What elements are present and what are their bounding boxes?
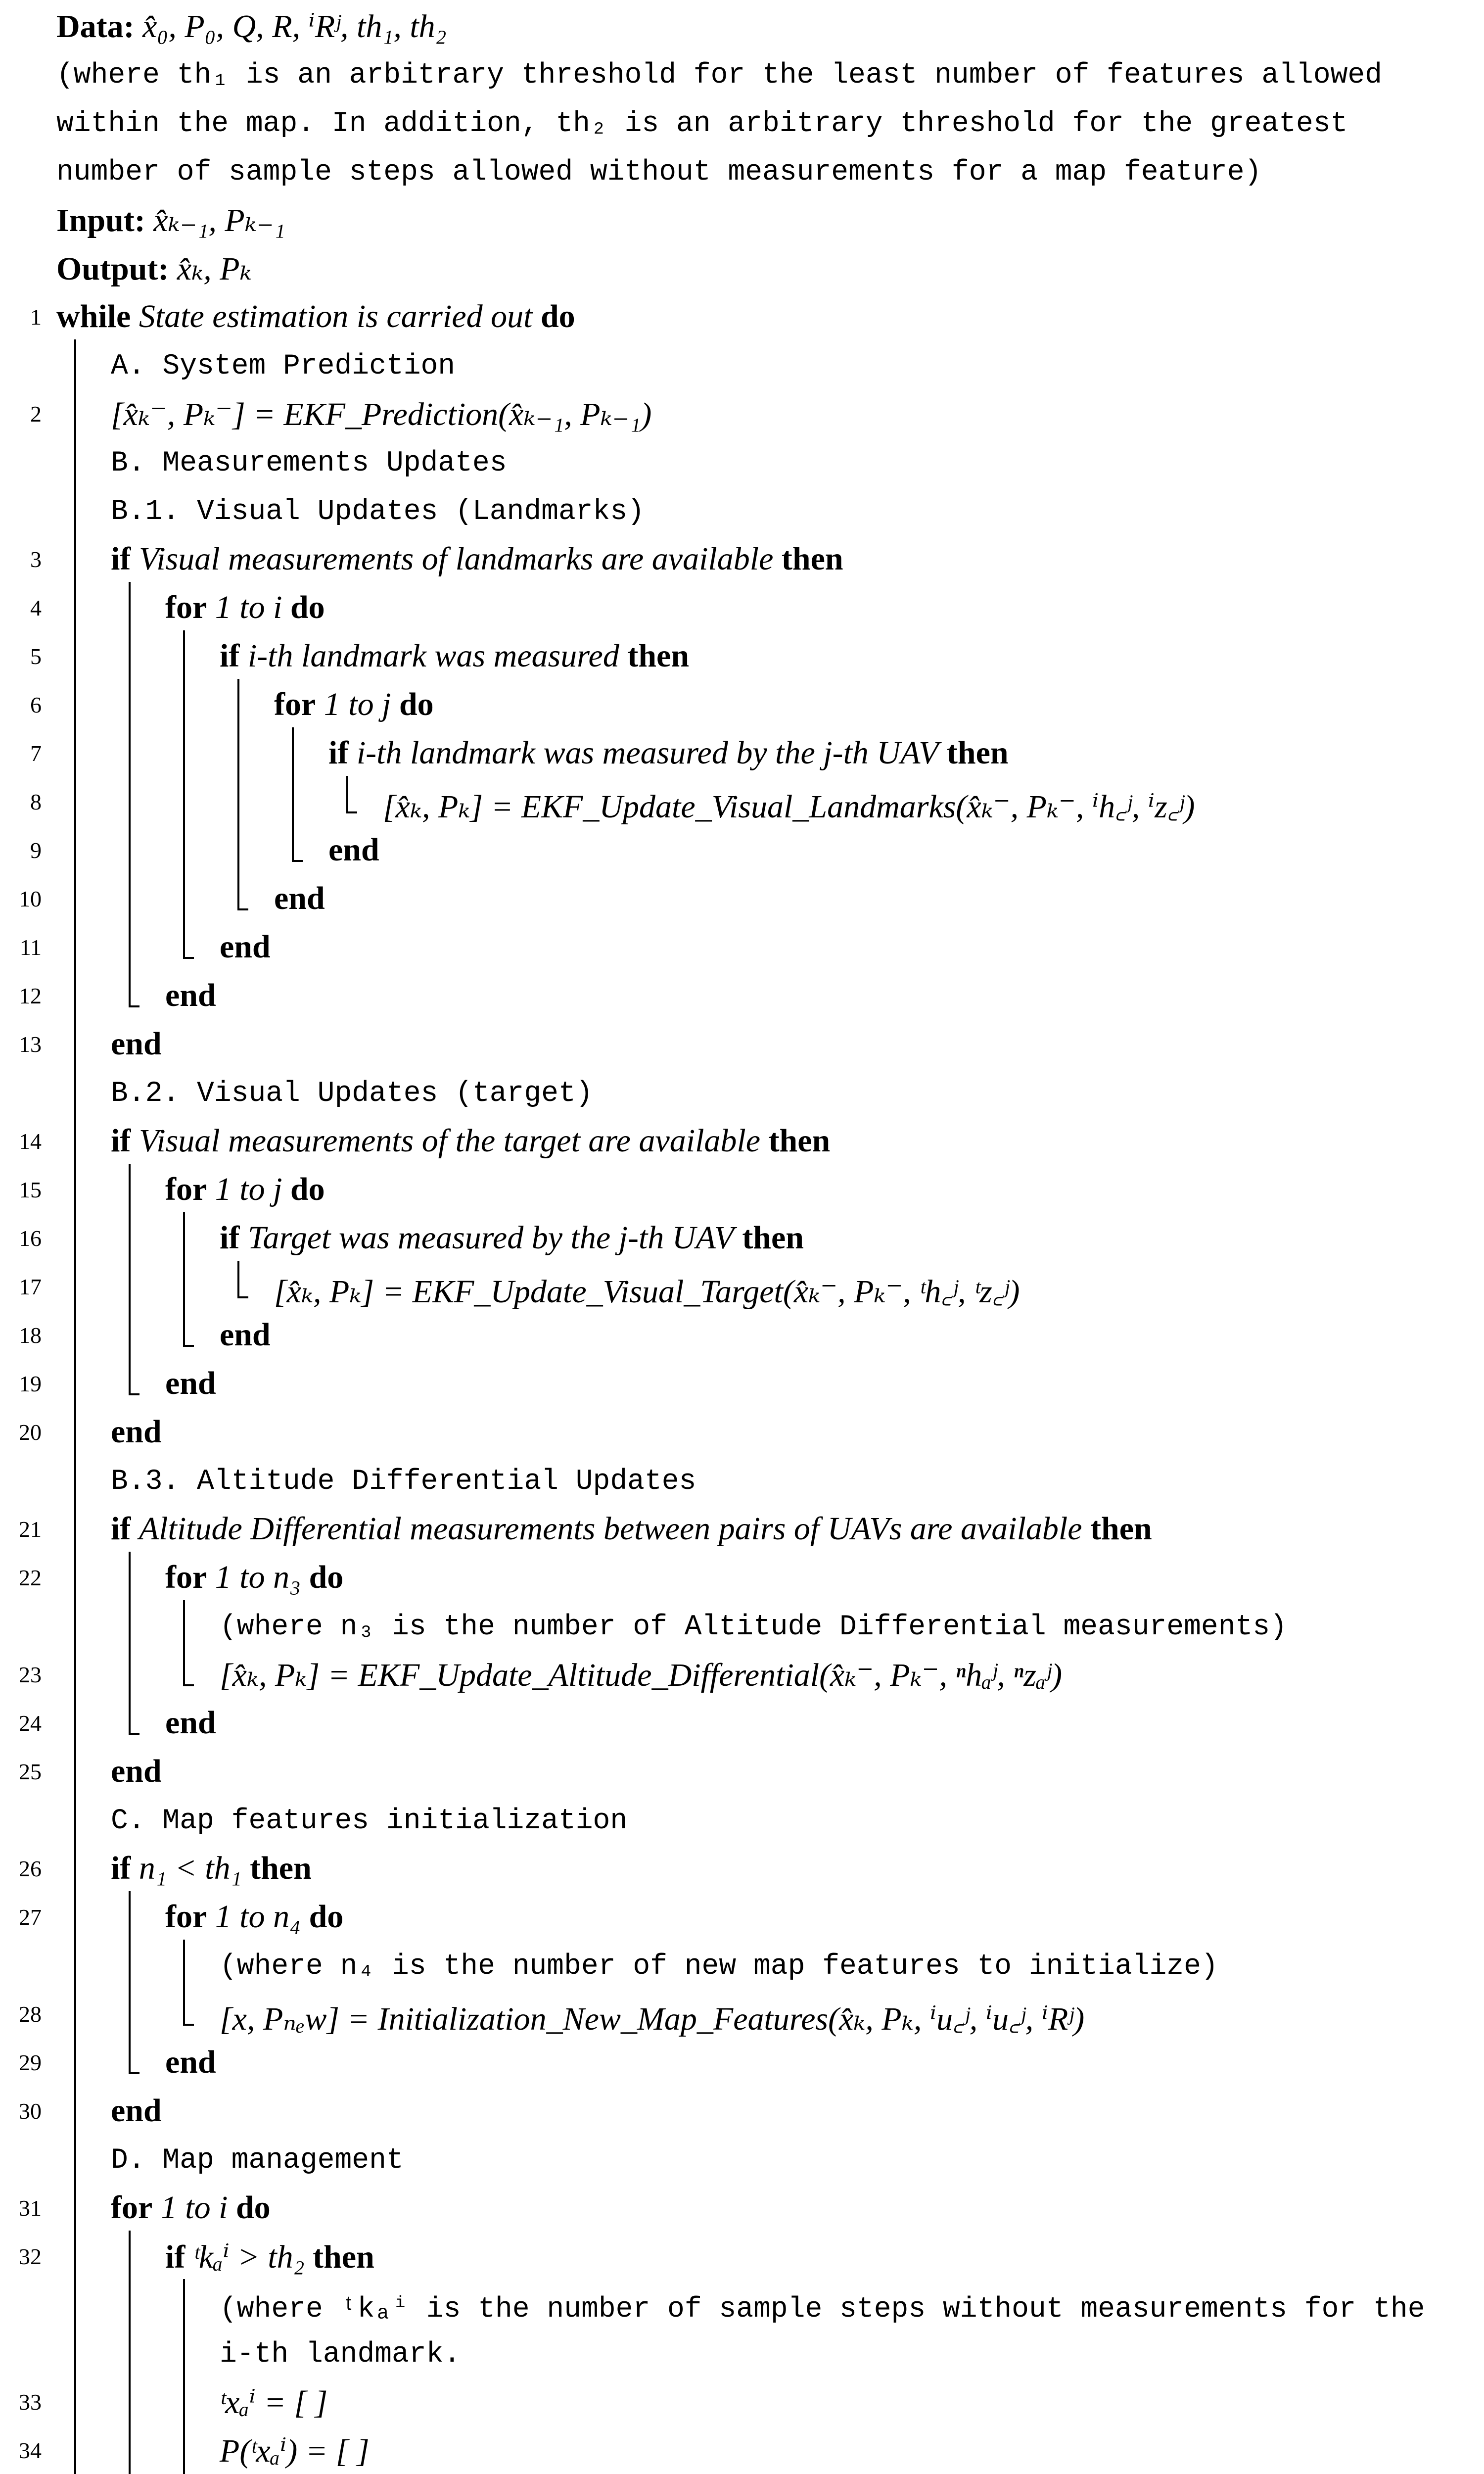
algo-line-11: 11 end [19,929,271,965]
comment-map-management: D. Map management [111,2144,404,2177]
block-line-for-31 [129,2231,131,2474]
block-hook-if-5 [237,908,248,910]
block-hook-if-26 [129,2072,139,2074]
data-note-3: number of sample steps allowed without measurements for a map feature) [56,156,1262,189]
algo-line-7: 7 if i-th landmark was measured by the j-th UAV then [30,735,1009,771]
input-label: Input: [56,202,145,238]
algo-line-20: 20 end [19,1414,162,1450]
algo-line-14: 14 if Visual measurements of the target are available then [19,1123,831,1159]
block-hook-for-4 [183,957,194,959]
block-line-if-21 [129,1552,131,1735]
data-label: Data: [56,8,135,45]
block-hook-for-15 [183,1345,194,1347]
algo-line-15: 15 for 1 to j do [19,1171,325,1207]
block-line-if-7 [346,776,348,813]
algo-line-23: 23 [x̂ₖ, Pₖ] = EKF_Update_Altitude_Differential(x̂ₖ⁻, Pₖ⁻, ⁿhₐʲ, ⁿzₐʲ) [19,1657,1063,1693]
input-line [0,194,1484,242]
block-hook-for-27 [183,2024,194,2026]
algo-line-33: 33 ᵗxₐⁱ = [ ] [19,2384,328,2421]
comment-visual-target: B.2. Visual Updates (target) [111,1078,593,1110]
block-hook-if-3 [129,1005,139,1007]
input-value: x̂ₖ₋₁, Pₖ₋₁ [153,202,285,238]
comment-n4: (where n₄ is the number of new map features to initialize) [220,1951,1218,1983]
algo-line-5: 5 if i-th landmark was measured then [30,638,690,674]
block-line-while [74,339,76,2474]
output-value: x̂ₖ, Pₖ [177,251,252,287]
block-line-for-4 [183,630,185,959]
block-line-for-15 [183,1212,185,1347]
block-line-if-5 [237,679,239,910]
algo-line-1: 1 while State estimation is carried out do [0,291,1484,339]
block-line-if-16 [237,1261,239,1298]
output-label: Output: [56,251,169,287]
algo-line-30: 30 end [19,2093,162,2129]
algo-line-9: 9 end [30,832,379,868]
algo-line-18: 18 end [19,1317,271,1353]
line-number: 1 [30,304,42,330]
block-line-if-32 [183,2279,185,2474]
block-line-if-26 [129,1891,131,2074]
block-line-if-3 [129,582,131,1007]
algo-line-6: 6 for 1 to j do [30,686,434,722]
comment-map-init: C. Map features initialization [111,1805,628,1837]
algo-line-10: 10 end [19,880,325,916]
comment-tka-1: (where ᵗkₐⁱ is the number of sample steps without measurements for the [220,2293,1425,2326]
algo-line-16: 16 if Target was measured by the j-th UAV then [19,1220,804,1256]
data-note-1: (where th₁ is an arbitrary threshold for the least number of features allowed [56,59,1383,92]
algo-line-24: 24 end [19,1705,216,1741]
data-line [0,0,1484,48]
block-hook-for-6 [292,860,303,862]
algo-line-12: 12 end [19,977,216,1013]
data-value: x̂₀, P₀, Q, R, ⁱRʲ, th₁, th₂ [142,8,447,45]
algo-line-4: 4 for 1 to i do [30,589,325,625]
block-hook-for-22 [183,1684,194,1686]
block-hook-if-7 [346,811,357,813]
algo-line-26: 26 if n₁ < th₁ then [19,1850,312,1886]
block-hook-if-14 [129,1393,139,1395]
algo-line-31: 31 for 1 to i do [19,2189,271,2226]
block-hook-if-21 [129,1733,139,1735]
comment-system-prediction: A. System Prediction [111,350,456,382]
comment-measurement-updates: B. Measurements Updates [111,447,507,479]
comment-altitude-differential: B.3. Altitude Differential Updates [111,1466,696,1498]
algo-line-19: 19 end [19,1365,216,1401]
algo-line-8: 8 [x̂ₖ, Pₖ] = EKF_Update_Visual_Landmarks(x̂ₖ⁻, Pₖ⁻, ⁱh꜀ʲ, ⁱz꜀ʲ) [30,789,1195,825]
block-line-for-27 [183,1940,185,2026]
algo-line-21: 21 if Altitude Differential measurements between pairs of UAVs are available then [19,1511,1152,1547]
algo-line-17: 17 [x̂ₖ, Pₖ] = EKF_Update_Visual_Target(x̂ₖ⁻, Pₖ⁻, ᵗh꜀ʲ, ᵗz꜀ʲ) [19,1274,1020,1310]
comment-n3: (where n₃ is the number of Altitude Differential measurements) [220,1611,1287,1643]
block-hook-if-16 [237,1296,248,1298]
comment-visual-landmarks: B.1. Visual Updates (Landmarks) [111,496,645,528]
algo-line-34: 34 P(ᵗxₐⁱ) = [ ] [19,2433,370,2469]
output-line [0,242,1484,291]
algo-line-25: 25 end [19,1753,162,1789]
block-line-for-6 [292,727,294,862]
algo-line-27: 27 for 1 to n₄ do [19,1899,344,1935]
algo-line-28: 28 [x, Pₙₑw] = Initialization_New_Map_Features(x̂ₖ, Pₖ, ⁱu꜀ʲ, ⁱu꜀ʲ, ⁱRʲ) [19,2001,1085,2037]
block-line-for-22 [183,1600,185,1686]
data-note-2: within the map. In addition, th₂ is an arbitrary threshold for the greatest [56,108,1348,140]
comment-tka-2: i-th landmark. [220,2338,461,2371]
algo-line-13: 13 end [19,1026,162,1062]
algo-line-22: 22 for 1 to n₃ do [19,1559,344,1595]
block-line-if-14 [129,1164,131,1395]
algo-line-32: 32 if ᵗkₐⁱ > th₂ then [19,2239,374,2275]
algo-line-2: 2 [x̂ₖ⁻, Pₖ⁻] = EKF_Prediction(x̂ₖ₋₁, Pₖ₋₁) [30,396,652,432]
algo-line-3: 3 if Visual measurements of landmarks are available then [30,541,843,577]
algo-line-29: 29 end [19,2044,216,2080]
